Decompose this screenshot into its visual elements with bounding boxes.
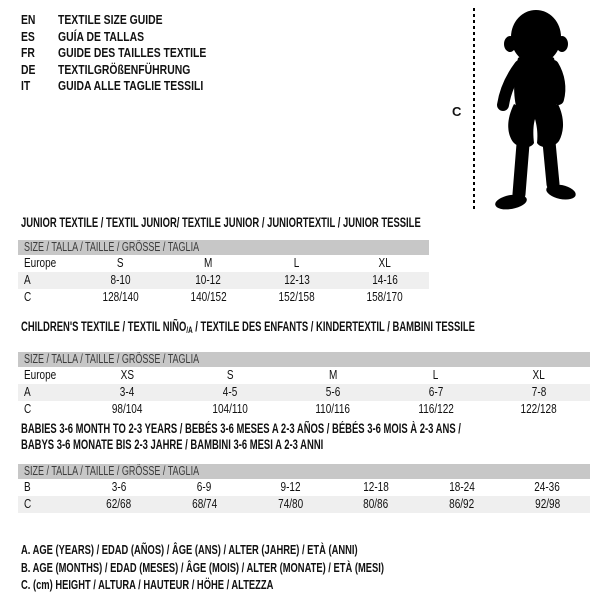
size-header-bar: SIZE / TALLA / TAILLE / GRÖSSE / TAGLIA xyxy=(18,240,429,255)
size-cell: M xyxy=(328,368,338,382)
size-cell: XS xyxy=(120,368,135,382)
size-cell: XL xyxy=(532,368,545,382)
language-code: DE xyxy=(21,61,36,77)
language-code: ES xyxy=(21,28,35,44)
row-label: C xyxy=(24,290,32,304)
height-cell: 80/86 xyxy=(363,497,389,511)
table-row-height xyxy=(18,496,590,513)
age-cell: 6-7 xyxy=(428,385,444,399)
row-label: Europe xyxy=(24,368,57,382)
age-cell: 24-36 xyxy=(534,480,560,494)
size-cell: XL xyxy=(378,256,391,270)
language-code: EN xyxy=(21,12,36,27)
table-row-age xyxy=(18,272,429,289)
size-cell: M xyxy=(204,256,213,270)
language-code: FR xyxy=(21,45,35,60)
language-row-de xyxy=(21,62,243,79)
table-row-height xyxy=(18,289,429,306)
language-label: TEXTILE SIZE GUIDE xyxy=(58,12,163,27)
height-measure-label: C xyxy=(452,104,462,119)
age-cell: 8-10 xyxy=(110,273,131,287)
height-cell: 104/110 xyxy=(212,402,248,416)
age-cell: 10-12 xyxy=(195,273,222,287)
language-list xyxy=(21,12,243,95)
size-cell: L xyxy=(433,368,439,382)
legend-footnotes xyxy=(21,541,525,594)
height-cell: 116/122 xyxy=(418,402,454,416)
footnote-b: B. AGE (MONTHS) / EDAD (MESES) / ÂGE (MOIS) / ALTER (MONATE) / ETÀ (MESI) xyxy=(21,559,384,575)
age-cell: 18-24 xyxy=(448,480,475,494)
height-cell: 98/104 xyxy=(112,402,143,416)
babies-textile-table xyxy=(18,421,590,513)
age-cell: 7-8 xyxy=(531,385,546,399)
language-label: GUIDE DES TAILLES TEXTILE xyxy=(58,45,207,60)
childrens-textile-table xyxy=(18,319,590,418)
size-cell: L xyxy=(293,256,300,270)
table-title-line2: BABYS 3-6 MONATE BIS 2-3 JAHRE / BAMBINI 3-6 MESI A 2-3 ANNI xyxy=(21,437,324,452)
language-row-es xyxy=(21,29,243,46)
row-label: Europe xyxy=(24,256,57,270)
footnote-a: A. AGE (YEARS) / EDAD (AÑOS) / ÂGE (ANS) / ALTER (JAHRE) / ETÀ (ANNI) xyxy=(21,542,358,557)
row-label: B xyxy=(24,480,31,494)
height-cell: 62/68 xyxy=(106,497,132,511)
table-title: CHILDREN'S TEXTILE / TEXTIL $NIÑO_{/A}$ / TEXTILE DES ENFANTS / KINDERTEXTIL / BAMBINI TESSILE xyxy=(21,319,475,335)
age-cell: 6-9 xyxy=(197,480,212,494)
row-label: C xyxy=(24,402,32,416)
size-cell: S xyxy=(226,368,234,382)
row-label: C xyxy=(24,497,32,511)
row-label: A xyxy=(24,385,31,399)
language-label: GUIDA ALLE TAGLIE TESSILI xyxy=(58,78,204,93)
language-label: TEXTILGRÖßENFÜHRUNG xyxy=(58,61,191,77)
height-cell: 140/152 xyxy=(190,290,227,304)
height-cell: 68/74 xyxy=(191,497,218,511)
size-header-bar: SIZE / TALLA / TAILLE / GRÖSSE / TAGLIA xyxy=(18,464,590,479)
height-cell: 128/140 xyxy=(102,290,139,304)
height-cell: 86/92 xyxy=(449,497,475,511)
age-cell: 3-4 xyxy=(120,385,135,399)
height-cell: 158/170 xyxy=(366,290,403,304)
age-cell: 12-13 xyxy=(283,273,310,287)
height-cell: 152/158 xyxy=(278,290,315,304)
footnote-c: C. (cm) HEIGHT / ALTURA / HAUTEUR / HÖHE / ALTEZZA xyxy=(21,577,274,592)
size-header-bar: SIZE / TALLA / TAILLE / GRÖSSE / TAGLIA xyxy=(18,352,590,367)
age-cell: 3-6 xyxy=(111,480,127,494)
baby-silhouette-icon xyxy=(481,6,597,216)
height-cell: 110/116 xyxy=(315,402,351,416)
age-cell: 14-16 xyxy=(372,273,398,287)
table-row-europe xyxy=(18,255,429,272)
language-row-fr xyxy=(21,45,243,62)
height-cell: 122/128 xyxy=(520,402,557,416)
table-row-europe xyxy=(18,367,590,384)
language-row-it xyxy=(21,78,243,95)
language-label: GUÍA DE TALLAS xyxy=(58,28,145,44)
language-row-en xyxy=(21,12,243,29)
table-title: JUNIOR TEXTILE / TEXTIL JUNIOR/ TEXTILE JUNIOR / JUNIORTEXTIL / JUNIOR TESSILE xyxy=(21,215,421,230)
size-cell: S xyxy=(116,256,124,270)
table-title-line1: BABIES 3-6 MONTH TO 2-3 YEARS / BEBÉS 3-6 MESES A 2-3 AÑOS / BÉBÉS 3-6 MOIS À 2-3 ANS / xyxy=(21,421,461,436)
row-label: A xyxy=(24,273,31,287)
height-cell: 74/80 xyxy=(277,497,303,511)
height-dashed-line xyxy=(473,8,475,211)
age-cell: 5-6 xyxy=(325,385,341,399)
age-cell: 9-12 xyxy=(280,480,301,494)
age-cell: 12-18 xyxy=(363,480,389,494)
height-cell: 92/98 xyxy=(534,497,560,511)
table-row-age xyxy=(18,384,590,401)
subscript-text: /A xyxy=(186,325,193,335)
table-row-height xyxy=(18,401,590,418)
age-cell: 4-5 xyxy=(222,385,238,399)
table-row-age-months xyxy=(18,479,590,496)
junior-textile-table xyxy=(18,215,429,306)
language-code: IT xyxy=(21,78,31,93)
